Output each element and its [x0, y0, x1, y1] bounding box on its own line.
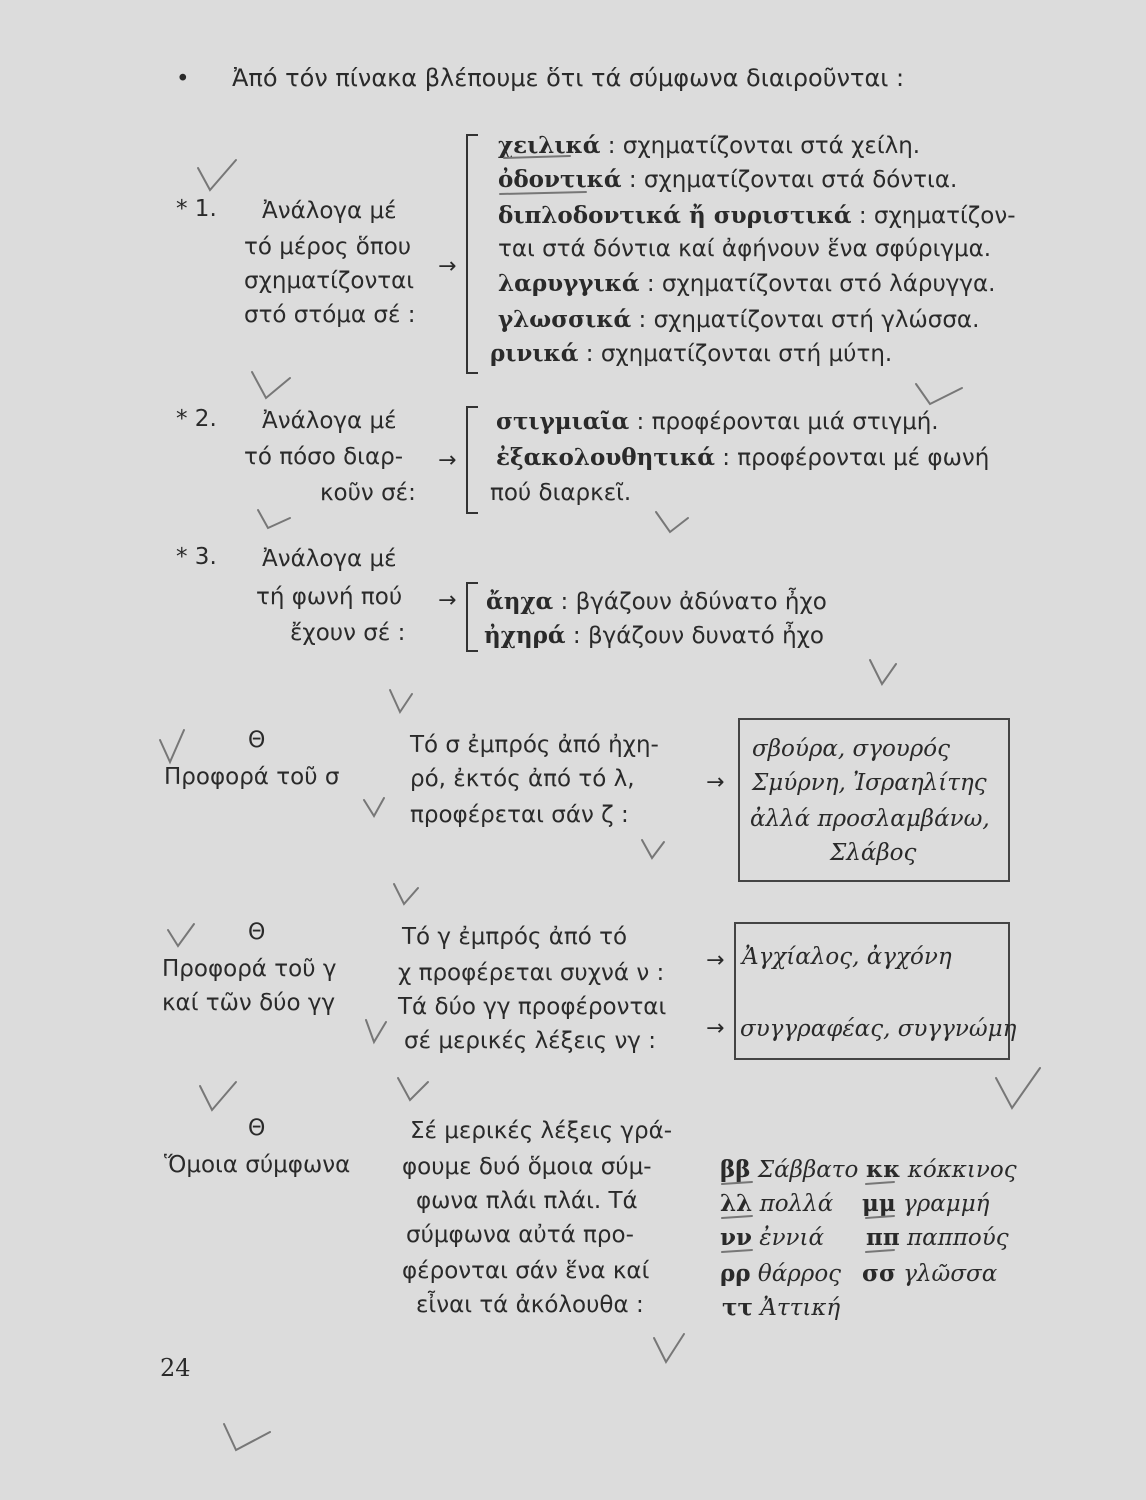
section-2-label-line: τό πόσο διαρ-	[244, 444, 404, 470]
theta-symbol: Θ	[248, 728, 266, 753]
section-1-item: ται στά δόντια καί ἀφήνουν ἕνα σφύριγμα.	[498, 236, 992, 262]
arrow-icon: →	[706, 1016, 725, 1041]
arrow-icon: →	[706, 948, 725, 973]
example-line: συγγραφέας, συγγνώμη	[740, 1016, 1017, 1042]
check-mark-icon	[258, 510, 290, 528]
section-2-number: * 2.	[176, 406, 217, 432]
rule-text-line: προφέρεται σάν ζ :	[410, 802, 629, 828]
check-mark-icon	[224, 1424, 270, 1450]
consonant-pair: ρρ θάρρος	[720, 1260, 842, 1287]
check-mark-icon	[160, 730, 184, 762]
check-mark-icon	[870, 660, 896, 684]
rule-text-line: χ προφέρεται συχνά ν :	[398, 960, 665, 986]
check-mark-icon	[656, 512, 688, 532]
rule-text-line: Τά δύο γγ προφέρονται	[398, 994, 667, 1020]
bullet: •	[176, 66, 190, 92]
check-mark-icon	[654, 1334, 684, 1362]
consonant-pair: ττ Ἀττική	[722, 1294, 841, 1321]
check-mark-icon	[916, 384, 962, 404]
arrow-icon: →	[438, 254, 457, 279]
check-mark-icon	[642, 840, 664, 858]
rule-title-line: Προφορά τοῦ γ	[162, 956, 337, 982]
rule-text-line: φουμε δυό ὅμοια σύμ-	[402, 1154, 652, 1180]
check-mark-icon	[394, 884, 418, 904]
rule-title-line: καί τῶν δύο γγ	[162, 990, 336, 1016]
check-mark-icon	[252, 372, 290, 398]
rule-text-line: Τό σ ἐμπρός ἀπό ἠχη-	[410, 732, 659, 758]
check-mark-icon	[366, 1020, 386, 1042]
rule-text-line: Σέ μερικές λέξεις γρά-	[410, 1118, 673, 1144]
section-1-label-line: Ἀνάλογα μέ	[262, 198, 397, 224]
arrow-icon: →	[706, 770, 725, 795]
example-line: ἀλλά προσλαμβάνω,	[750, 806, 990, 832]
section-1-label-line: στό στόμα σέ :	[244, 302, 416, 328]
check-mark-icon	[198, 160, 236, 190]
check-mark-icon	[390, 690, 412, 712]
theta-symbol: Θ	[248, 920, 266, 945]
section-2-item: ἐξακολουθητικά : προφέρονται μέ φωνή	[496, 444, 990, 471]
section-3-item: ἠχηρά : βγάζουν δυνατό ἦχο	[484, 622, 825, 649]
arrow-icon: →	[438, 588, 457, 613]
example-line: σβούρα, σγουρός	[752, 736, 951, 762]
check-mark-icon	[364, 798, 384, 816]
consonant-pair: ππ παππούς	[866, 1224, 1009, 1251]
section-2-item: πού διαρκεῖ.	[490, 480, 632, 506]
rule-text-line: Τό γ ἐμπρός ἀπό τό	[402, 924, 628, 950]
intro-text: Ἀπό τόν πίνακα βλέπουμε ὅτι τά σύμφωνα διαιροῦνται :	[232, 64, 905, 92]
section-3-item: ἄηχα : βγάζουν ἀδύνατο ἦχο	[486, 588, 827, 615]
section-3-bracket	[466, 582, 478, 652]
section-3-label-line: Ἀνάλογα μέ	[262, 546, 397, 572]
rule-text-line: φωνα πλάι πλάι. Τά	[416, 1188, 638, 1214]
consonant-pair: μμ γραμμή	[862, 1190, 990, 1217]
rule-text-line: σύμφωνα αὐτά προ-	[406, 1222, 634, 1248]
arrow-icon: →	[438, 448, 457, 473]
example-line: Σμύρνη, Ἰσραηλίτης	[752, 770, 987, 796]
consonant-pair: κκ κόκκινος	[866, 1156, 1017, 1183]
section-3-number: * 3.	[176, 544, 217, 570]
check-mark-icon	[398, 1078, 428, 1100]
check-mark-icon	[168, 924, 194, 946]
page-number: 24	[160, 1354, 191, 1382]
section-1-item: γλωσσικά : σχηματίζονται στή γλώσσα.	[498, 306, 980, 333]
rule-text-line: ρό, ἐκτός ἀπό τό λ,	[410, 766, 635, 792]
section-1-bracket	[466, 134, 478, 374]
consonant-pair: σσ γλῶσσα	[862, 1260, 998, 1287]
consonant-pair: νν ἐννιά	[720, 1224, 825, 1251]
section-1-label-line: τό μέρος ὅπου	[244, 234, 412, 260]
theta-symbol: Θ	[248, 1116, 266, 1141]
consonant-pair: ββ Σάββατο	[720, 1156, 859, 1183]
section-1-item: ὀδοντικά : σχηματίζονται στά δόντια.	[498, 166, 958, 193]
section-3-label-line: τή φωνή πού	[256, 584, 403, 610]
section-2-bracket	[466, 406, 478, 514]
rule-text-line: εἶναι τά ἀκόλουθα :	[416, 1292, 644, 1318]
check-mark-icon	[200, 1082, 236, 1110]
section-2-item: στιγμιαῖα : προφέρονται μιά στιγμή.	[496, 408, 939, 435]
check-mark-icon	[996, 1068, 1040, 1108]
example-line: Σλάβος	[830, 840, 917, 866]
section-2-label-line: κοῦν σέ:	[320, 480, 416, 506]
section-3-label-line: ἔχουν σέ :	[290, 620, 406, 646]
section-1-number: * 1.	[176, 196, 217, 222]
section-2-label-line: Ἀνάλογα μέ	[262, 408, 397, 434]
section-1-item: χειλικά : σχηματίζονται στά χείλη.	[498, 132, 921, 159]
rule-text-line: φέρονται σάν ἕνα καί	[402, 1258, 650, 1284]
rule-text-line: σέ μερικές λέξεις νγ :	[404, 1028, 656, 1054]
section-1-label-line: σχηματίζονται	[244, 268, 415, 294]
example-line: Ἀγχίαλος, ἀγχόνη	[742, 944, 952, 970]
section-1-item: διπλοδοντικά ἤ συριστικά : σχηματίζον-	[498, 202, 1016, 229]
consonant-pair: λλ πολλά	[720, 1190, 834, 1217]
section-1-item: ρινικά : σχηματίζονται στή μύτη.	[490, 340, 893, 367]
rule-title: Ὅμοια σύμφωνα	[164, 1152, 351, 1178]
rule-title: Προφορά τοῦ σ	[164, 764, 340, 790]
section-1-item: λαρυγγικά : σχηματίζονται στό λάρυγγα.	[498, 270, 996, 297]
